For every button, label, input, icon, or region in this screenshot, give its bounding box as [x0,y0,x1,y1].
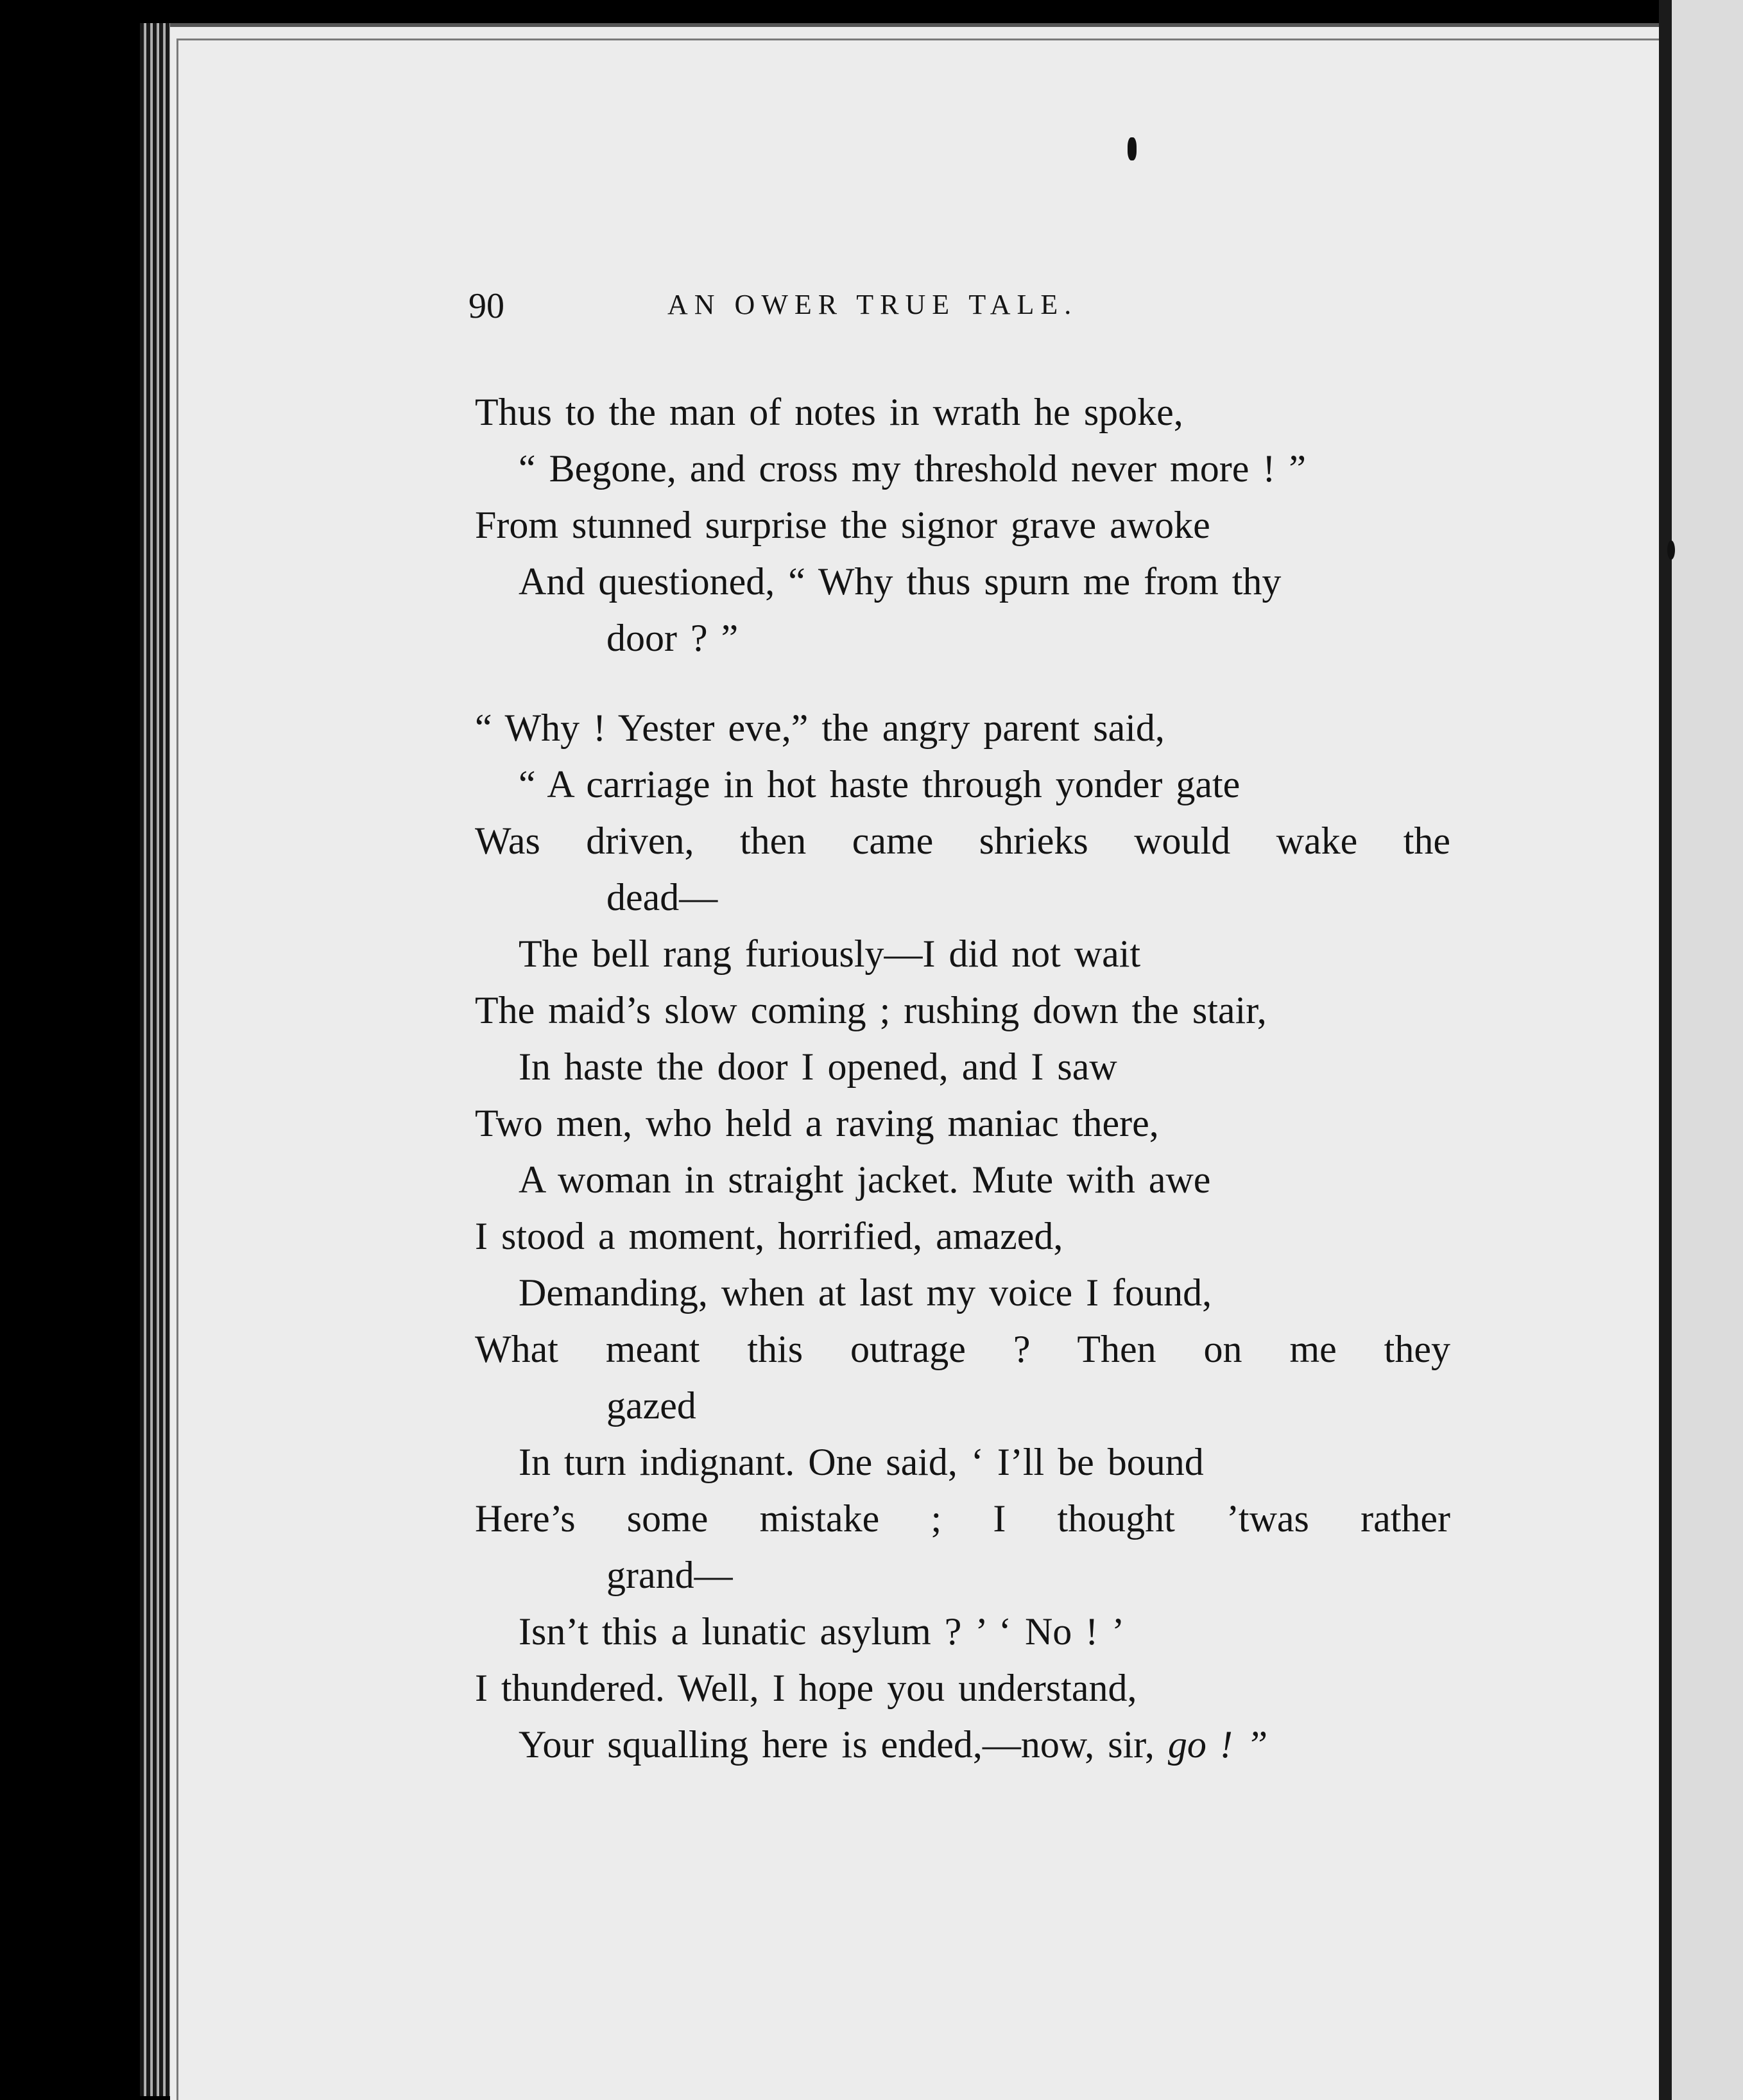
poem-line: “ Begone, and cross my threshold never more ! ” [519,447,1306,490]
poem-line: I stood a moment, horrified, amazed, [475,1215,1063,1257]
poem-line: Isn’t this a lunatic asylum ? ’ ‘ No ! ’ [519,1610,1125,1653]
poem-line: In haste the door I opened, and I saw [519,1046,1117,1088]
poem-line-turnover: grand— [606,1554,733,1596]
poem-line [475,1716,1450,1773]
poem-line-italic: go ! ” [1167,1723,1268,1766]
stanza-1 [475,384,1450,666]
running-title: AN OWER TRUE TALE. [667,289,1078,320]
poem-line: The bell rang furiously—I did not wait [519,933,1141,975]
poem-line-turnover: door ? ” [606,617,739,659]
stanza-break [475,666,1450,700]
ink-speck [1128,137,1137,160]
book-gutter [1659,0,1672,2100]
poem-line: I thundered. Well, I hope you understand, [475,1667,1137,1709]
ink-speck [1667,540,1675,560]
poem-line: Demanding, when at last my voice I found, [519,1271,1212,1314]
page-number: 90 [468,286,504,326]
poem-line: From stunned surprise the signor grave awoke [475,504,1210,546]
poem-line: “ A carriage in hot haste through yonder gate [519,763,1241,805]
poem-line: Was driven, then came shrieks would wake the [475,820,1450,862]
poem-line-turnover: gazed [606,1384,696,1427]
poem-body [475,384,1450,1773]
poem-line-turnover: dead— [606,876,718,918]
poem-line-text: Your squalling here is ended,—now, sir, [519,1723,1168,1766]
poem-line: Here’s some mistake ; I thought ’twas rather [475,1497,1450,1540]
poem-line: A woman in straight jacket. Mute with awe [519,1158,1211,1201]
running-head [468,286,1303,331]
poem-line: Thus to the man of notes in wrath he spoke, [475,391,1183,433]
poem-line: What meant this outrage ? Then on me they [475,1328,1450,1370]
stanza-2 [475,700,1450,1773]
poem-line: In turn indignant. One said, ‘ I’ll be bound [519,1441,1204,1483]
poem-line: And questioned, “ Why thus spurn me from thy [519,560,1282,603]
poem-line: The maid’s slow coming ; rushing down the stair, [475,989,1267,1031]
poem-line: “ Why ! Yester eve,” the angry parent said, [475,707,1165,749]
adjacent-page [1672,0,1743,2100]
poem-line: Two men, who held a raving maniac there, [475,1102,1159,1144]
